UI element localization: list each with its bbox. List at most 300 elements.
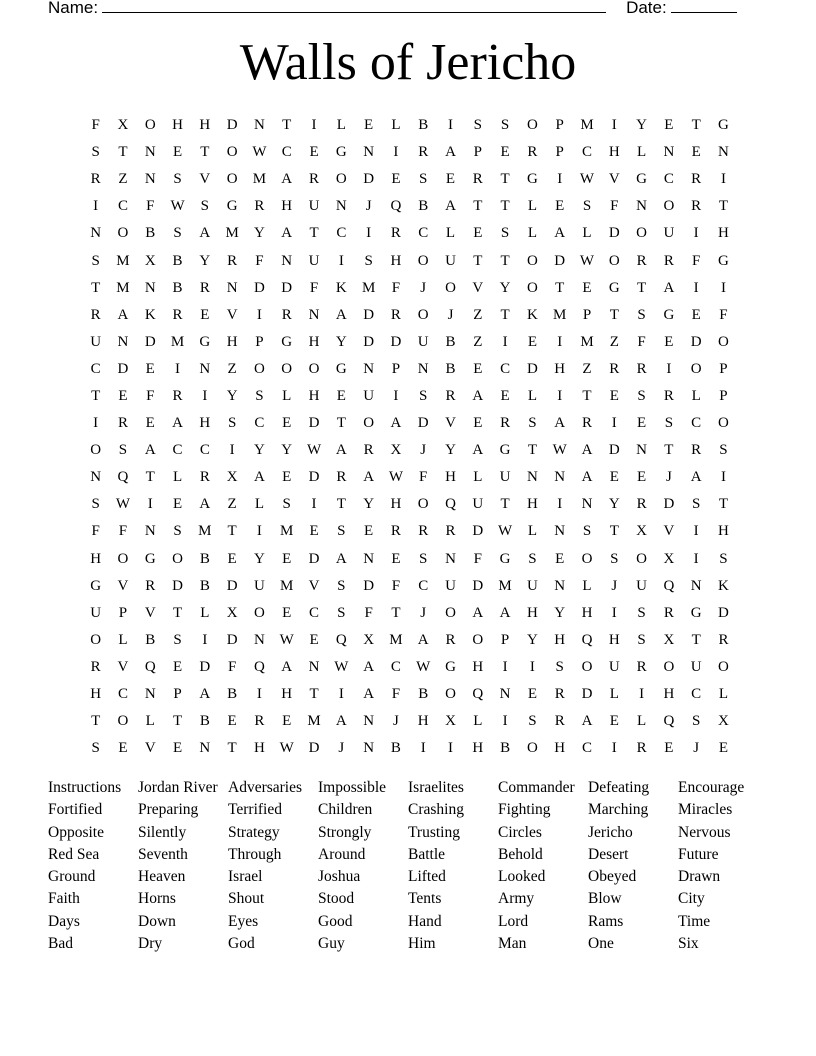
grid-letter[interactable]: P bbox=[173, 686, 182, 703]
grid-letter[interactable]: A bbox=[335, 442, 347, 459]
grid-letter[interactable]: Y bbox=[526, 631, 538, 648]
grid-letter[interactable]: I bbox=[93, 415, 99, 432]
grid-letter[interactable]: W bbox=[115, 496, 131, 513]
grid-letter[interactable]: X bbox=[390, 442, 402, 459]
grid-letter[interactable]: T bbox=[500, 198, 510, 215]
grid-letter[interactable]: T bbox=[91, 279, 101, 296]
grid-letter[interactable]: B bbox=[199, 713, 210, 730]
grid-letter[interactable]: T bbox=[500, 171, 510, 188]
grid-letter[interactable]: I bbox=[366, 225, 372, 242]
grid-letter[interactable]: P bbox=[555, 117, 564, 134]
grid-letter[interactable]: G bbox=[226, 198, 238, 215]
grid-letter[interactable]: R bbox=[718, 631, 729, 648]
grid-letter[interactable]: T bbox=[200, 144, 210, 161]
grid-letter[interactable]: M bbox=[498, 577, 512, 594]
grid-letter[interactable]: F bbox=[610, 198, 619, 215]
grid-letter[interactable]: U bbox=[663, 225, 675, 242]
grid-letter[interactable]: P bbox=[118, 604, 128, 621]
grid-letter[interactable]: D bbox=[363, 306, 375, 323]
grid-letter[interactable]: R bbox=[363, 442, 374, 459]
grid-letter[interactable]: A bbox=[472, 604, 484, 621]
grid-letter[interactable]: T bbox=[473, 252, 483, 269]
grid-letter[interactable]: E bbox=[473, 360, 483, 377]
grid-letter[interactable]: O bbox=[417, 306, 429, 323]
grid-letter[interactable]: J bbox=[420, 442, 427, 459]
grid-letter[interactable]: S bbox=[692, 713, 701, 730]
grid-letter[interactable]: R bbox=[254, 713, 265, 730]
grid-letter[interactable]: D bbox=[308, 740, 320, 757]
grid-letter[interactable]: L bbox=[336, 117, 346, 134]
grid-letter[interactable]: I bbox=[720, 279, 726, 296]
grid-letter[interactable]: O bbox=[445, 279, 456, 296]
grid-letter[interactable]: R bbox=[172, 306, 183, 323]
grid-letter[interactable]: G bbox=[718, 117, 729, 134]
grid-letter[interactable]: D bbox=[363, 333, 375, 350]
grid-letter[interactable]: E bbox=[309, 144, 319, 161]
grid-letter[interactable]: C bbox=[418, 577, 429, 594]
grid-letter[interactable]: L bbox=[254, 496, 265, 513]
grid-letter[interactable]: D bbox=[281, 279, 293, 296]
grid-letter[interactable]: O bbox=[363, 415, 375, 432]
grid-letter[interactable]: L bbox=[282, 387, 292, 404]
grid-letter[interactable]: T bbox=[609, 523, 619, 540]
grid-letter[interactable]: V bbox=[144, 604, 156, 621]
grid-letter[interactable]: M bbox=[225, 225, 239, 242]
grid-letter[interactable]: B bbox=[418, 198, 429, 215]
grid-letter[interactable]: L bbox=[391, 117, 401, 134]
grid-letter[interactable]: R bbox=[636, 360, 647, 377]
grid-letter[interactable]: N bbox=[690, 577, 702, 594]
grid-letter[interactable]: A bbox=[281, 658, 293, 675]
grid-letter[interactable]: F bbox=[473, 550, 482, 567]
grid-letter[interactable]: Q bbox=[472, 686, 484, 703]
grid-letter[interactable]: T bbox=[718, 198, 729, 215]
grid-letter[interactable]: I bbox=[93, 198, 99, 215]
grid-letter[interactable]: I bbox=[202, 387, 208, 404]
grid-letter[interactable]: I bbox=[611, 117, 617, 134]
grid-letter[interactable]: S bbox=[91, 144, 100, 161]
grid-letter[interactable]: O bbox=[663, 198, 675, 215]
grid-letter[interactable]: L bbox=[582, 225, 592, 242]
grid-letter[interactable]: R bbox=[90, 171, 101, 188]
grid-letter[interactable]: L bbox=[637, 713, 647, 730]
grid-letter[interactable]: N bbox=[144, 171, 156, 188]
grid-letter[interactable]: B bbox=[227, 686, 238, 703]
grid-letter[interactable]: S bbox=[364, 252, 373, 269]
grid-letter[interactable]: Y bbox=[254, 225, 265, 242]
grid-letter[interactable]: P bbox=[391, 360, 401, 377]
grid-letter[interactable]: V bbox=[117, 577, 129, 594]
grid-letter[interactable]: H bbox=[308, 387, 320, 404]
grid-letter[interactable]: S bbox=[419, 387, 428, 404]
grid-letter[interactable]: I bbox=[693, 279, 699, 296]
grid-letter[interactable]: P bbox=[555, 144, 564, 161]
grid-letter[interactable]: L bbox=[609, 686, 619, 703]
grid-letter[interactable]: E bbox=[282, 415, 292, 432]
grid-letter[interactable]: R bbox=[390, 306, 401, 323]
grid-letter[interactable]: R bbox=[663, 252, 674, 269]
grid-letter[interactable]: W bbox=[579, 252, 595, 269]
grid-letter[interactable]: C bbox=[172, 442, 183, 459]
grid-letter[interactable]: I bbox=[502, 713, 508, 730]
grid-letter[interactable]: R bbox=[199, 279, 210, 296]
grid-letter[interactable]: R bbox=[691, 442, 702, 459]
grid-letter[interactable]: S bbox=[173, 225, 182, 242]
grid-letter[interactable]: L bbox=[172, 469, 183, 486]
grid-letter[interactable]: H bbox=[226, 333, 238, 350]
grid-letter[interactable]: E bbox=[555, 550, 565, 567]
grid-letter[interactable]: D bbox=[226, 117, 238, 134]
grid-letter[interactable]: S bbox=[200, 198, 209, 215]
grid-letter[interactable]: S bbox=[528, 713, 537, 730]
grid-letter[interactable]: D bbox=[308, 469, 320, 486]
grid-letter[interactable]: A bbox=[254, 469, 265, 486]
grid-letter[interactable]: L bbox=[118, 631, 128, 648]
grid-letter[interactable]: S bbox=[91, 252, 100, 269]
grid-letter[interactable]: N bbox=[417, 360, 429, 377]
grid-letter[interactable]: O bbox=[663, 658, 675, 675]
grid-letter[interactable]: J bbox=[420, 279, 427, 296]
grid-letter[interactable]: I bbox=[338, 686, 344, 703]
grid-letter[interactable]: J bbox=[665, 469, 672, 486]
grid-letter[interactable]: S bbox=[637, 387, 646, 404]
grid-letter[interactable]: P bbox=[719, 387, 728, 404]
grid-letter[interactable]: N bbox=[554, 577, 566, 594]
grid-letter[interactable]: R bbox=[636, 496, 647, 513]
grid-letter[interactable]: Y bbox=[335, 333, 347, 350]
grid-letter[interactable]: H bbox=[472, 740, 484, 757]
grid-letter[interactable]: T bbox=[637, 279, 647, 296]
grid-letter[interactable]: Y bbox=[226, 387, 238, 404]
grid-letter[interactable]: I bbox=[529, 658, 535, 675]
grid-letter[interactable]: J bbox=[611, 577, 618, 594]
grid-letter[interactable]: Y bbox=[445, 442, 456, 459]
grid-letter[interactable]: G bbox=[690, 604, 702, 621]
grid-letter[interactable]: F bbox=[118, 523, 128, 540]
grid-letter[interactable]: I bbox=[720, 171, 726, 188]
grid-letter[interactable]: S bbox=[227, 415, 237, 432]
grid-letter[interactable]: A bbox=[363, 658, 375, 675]
grid-letter[interactable]: F bbox=[391, 279, 401, 296]
grid-letter[interactable]: H bbox=[554, 360, 566, 377]
grid-letter[interactable]: E bbox=[227, 550, 237, 567]
grid-letter[interactable]: A bbox=[363, 686, 375, 703]
grid-letter[interactable]: R bbox=[527, 144, 538, 161]
grid-letter[interactable]: I bbox=[448, 117, 453, 134]
grid-letter[interactable]: I bbox=[393, 144, 399, 161]
grid-letter[interactable]: U bbox=[445, 252, 456, 269]
grid-letter[interactable]: R bbox=[309, 171, 320, 188]
grid-letter[interactable]: E bbox=[145, 360, 155, 377]
grid-letter[interactable]: E bbox=[364, 117, 374, 134]
grid-letter[interactable]: Q bbox=[117, 469, 129, 486]
grid-letter[interactable]: A bbox=[144, 442, 156, 459]
grid-letter[interactable]: B bbox=[199, 550, 210, 567]
grid-letter[interactable]: V bbox=[144, 740, 156, 757]
grid-letter[interactable]: S bbox=[528, 550, 537, 567]
grid-letter[interactable]: R bbox=[636, 658, 647, 675]
grid-letter[interactable]: N bbox=[199, 360, 211, 377]
grid-letter[interactable]: W bbox=[279, 740, 294, 757]
grid-letter[interactable]: T bbox=[282, 117, 292, 134]
grid-letter[interactable]: R bbox=[445, 387, 456, 404]
grid-letter[interactable]: W bbox=[252, 144, 267, 161]
grid-letter[interactable]: D bbox=[363, 577, 375, 594]
grid-letter[interactable]: I bbox=[256, 306, 262, 323]
grid-letter[interactable]: Z bbox=[609, 333, 619, 350]
grid-letter[interactable]: N bbox=[363, 740, 375, 757]
grid-letter[interactable]: N bbox=[90, 469, 102, 486]
grid-letter[interactable]: F bbox=[227, 658, 237, 675]
grid-letter[interactable]: O bbox=[308, 360, 320, 377]
grid-letter[interactable]: O bbox=[526, 740, 538, 757]
grid-letter[interactable]: B bbox=[390, 740, 401, 757]
grid-letter[interactable]: K bbox=[526, 306, 538, 323]
grid-letter[interactable]: I bbox=[420, 740, 426, 757]
grid-letter[interactable]: I bbox=[611, 415, 617, 432]
grid-letter[interactable]: L bbox=[145, 713, 155, 730]
grid-letter[interactable]: I bbox=[557, 387, 563, 404]
grid-letter[interactable]: D bbox=[308, 550, 320, 567]
grid-letter[interactable]: Y bbox=[636, 117, 647, 134]
grid-letter[interactable]: H bbox=[172, 117, 183, 134]
grid-letter[interactable]: T bbox=[473, 198, 483, 215]
grid-letter[interactable]: S bbox=[337, 523, 346, 540]
grid-letter[interactable]: A bbox=[554, 415, 566, 432]
grid-letter[interactable]: F bbox=[364, 604, 373, 621]
grid-letter[interactable]: A bbox=[581, 713, 593, 730]
grid-letter[interactable]: E bbox=[637, 469, 647, 486]
grid-letter[interactable]: O bbox=[636, 225, 647, 242]
grid-letter[interactable]: F bbox=[637, 333, 646, 350]
grid-letter[interactable]: H bbox=[390, 252, 402, 269]
grid-letter[interactable]: G bbox=[499, 550, 511, 567]
grid-letter[interactable]: N bbox=[281, 252, 293, 269]
grid-letter[interactable]: R bbox=[554, 713, 565, 730]
grid-letter[interactable]: Q bbox=[254, 658, 265, 675]
grid-letter[interactable]: Y bbox=[499, 279, 511, 296]
grid-letter[interactable]: E bbox=[364, 523, 374, 540]
grid-letter[interactable]: C bbox=[581, 740, 592, 757]
grid-letter[interactable]: T bbox=[309, 225, 319, 242]
grid-letter[interactable]: I bbox=[229, 442, 235, 459]
grid-letter[interactable]: W bbox=[498, 523, 513, 540]
grid-letter[interactable]: H bbox=[445, 469, 456, 486]
grid-letter[interactable]: N bbox=[445, 550, 456, 567]
grid-letter[interactable]: E bbox=[555, 198, 565, 215]
grid-letter[interactable]: I bbox=[202, 631, 208, 648]
grid-letter[interactable]: X bbox=[226, 604, 238, 621]
grid-letter[interactable]: F bbox=[91, 523, 100, 540]
grid-letter[interactable]: A bbox=[690, 469, 702, 486]
grid-letter[interactable]: A bbox=[390, 415, 402, 432]
grid-letter[interactable]: H bbox=[90, 686, 102, 703]
grid-letter[interactable]: I bbox=[147, 496, 153, 513]
grid-letter[interactable]: H bbox=[718, 523, 729, 540]
grid-letter[interactable]: Y bbox=[363, 496, 375, 513]
grid-letter[interactable]: H bbox=[526, 604, 538, 621]
grid-letter[interactable]: H bbox=[199, 415, 211, 432]
grid-letter[interactable]: O bbox=[718, 658, 729, 675]
grid-letter[interactable]: U bbox=[526, 577, 538, 594]
grid-letter[interactable]: S bbox=[719, 442, 728, 459]
grid-letter[interactable]: S bbox=[173, 171, 182, 188]
grid-letter[interactable]: I bbox=[502, 333, 508, 350]
grid-letter[interactable]: X bbox=[226, 469, 238, 486]
grid-letter[interactable]: O bbox=[117, 550, 129, 567]
grid-letter[interactable]: V bbox=[663, 523, 675, 540]
grid-letter[interactable]: A bbox=[335, 550, 347, 567]
grid-letter[interactable]: C bbox=[691, 686, 702, 703]
grid-letter[interactable]: R bbox=[227, 252, 238, 269]
grid-letter[interactable]: Y bbox=[608, 496, 620, 513]
grid-letter[interactable]: R bbox=[691, 171, 702, 188]
grid-letter[interactable]: G bbox=[663, 306, 675, 323]
grid-letter[interactable]: M bbox=[252, 171, 267, 188]
grid-letter[interactable]: E bbox=[609, 387, 619, 404]
grid-letter[interactable]: B bbox=[500, 740, 511, 757]
grid-letter[interactable]: A bbox=[199, 686, 211, 703]
grid-letter[interactable]: T bbox=[664, 442, 674, 459]
grid-letter[interactable]: O bbox=[281, 360, 293, 377]
grid-letter[interactable]: S bbox=[173, 523, 182, 540]
grid-letter[interactable]: R bbox=[609, 360, 620, 377]
grid-letter[interactable]: S bbox=[719, 550, 728, 567]
grid-letter[interactable]: R bbox=[199, 469, 210, 486]
grid-letter[interactable]: A bbox=[581, 469, 593, 486]
grid-letter[interactable]: T bbox=[91, 713, 101, 730]
grid-letter[interactable]: C bbox=[581, 144, 592, 161]
grid-letter[interactable]: G bbox=[526, 171, 538, 188]
grid-letter[interactable]: S bbox=[637, 604, 646, 621]
grid-letter[interactable]: A bbox=[335, 713, 347, 730]
grid-letter[interactable]: M bbox=[198, 523, 212, 540]
grid-letter[interactable]: D bbox=[526, 360, 538, 377]
grid-letter[interactable]: P bbox=[473, 144, 482, 161]
grid-letter[interactable]: E bbox=[691, 306, 701, 323]
grid-letter[interactable]: U bbox=[417, 333, 429, 350]
grid-letter[interactable]: C bbox=[418, 225, 429, 242]
grid-letter[interactable]: T bbox=[336, 415, 346, 432]
grid-letter[interactable]: I bbox=[666, 360, 672, 377]
grid-letter[interactable]: L bbox=[637, 144, 647, 161]
grid-letter[interactable]: D bbox=[144, 333, 156, 350]
grid-letter[interactable]: C bbox=[309, 604, 320, 621]
grid-letter[interactable]: H bbox=[663, 686, 675, 703]
grid-letter[interactable]: N bbox=[117, 333, 129, 350]
grid-letter[interactable]: H bbox=[472, 658, 484, 675]
grid-letter[interactable]: H bbox=[554, 740, 566, 757]
grid-letter[interactable]: S bbox=[118, 442, 128, 459]
grid-letter[interactable]: X bbox=[663, 550, 675, 567]
grid-letter[interactable]: B bbox=[445, 333, 456, 350]
grid-letter[interactable]: S bbox=[500, 117, 510, 134]
grid-letter[interactable]: O bbox=[608, 252, 620, 269]
grid-letter[interactable]: V bbox=[226, 306, 238, 323]
grid-letter[interactable]: N bbox=[335, 198, 347, 215]
grid-letter[interactable]: V bbox=[308, 577, 320, 594]
grid-letter[interactable]: U bbox=[90, 604, 102, 621]
grid-letter[interactable]: N bbox=[144, 279, 156, 296]
grid-letter[interactable]: N bbox=[363, 144, 375, 161]
grid-letter[interactable]: C bbox=[500, 360, 511, 377]
grid-letter[interactable]: U bbox=[445, 577, 456, 594]
grid-letter[interactable]: Q bbox=[335, 631, 347, 648]
grid-letter[interactable]: O bbox=[90, 631, 102, 648]
grid-letter[interactable]: X bbox=[144, 252, 156, 269]
grid-letter[interactable]: I bbox=[448, 740, 453, 757]
grid-letter[interactable]: E bbox=[473, 225, 483, 242]
grid-letter[interactable]: Q bbox=[581, 631, 593, 648]
grid-letter[interactable]: I bbox=[311, 496, 317, 513]
grid-letter[interactable]: F bbox=[391, 577, 401, 594]
grid-letter[interactable]: S bbox=[255, 387, 264, 404]
grid-letter[interactable]: E bbox=[609, 469, 619, 486]
grid-letter[interactable]: R bbox=[445, 631, 456, 648]
grid-letter[interactable]: B bbox=[418, 117, 429, 134]
grid-letter[interactable]: I bbox=[256, 686, 262, 703]
grid-letter[interactable]: V bbox=[472, 279, 484, 296]
grid-letter[interactable]: U bbox=[690, 658, 702, 675]
grid-letter[interactable]: S bbox=[91, 496, 100, 513]
grid-letter[interactable]: N bbox=[363, 550, 375, 567]
grid-letter[interactable]: H bbox=[526, 496, 538, 513]
grid-letter[interactable]: T bbox=[500, 496, 510, 513]
grid-letter[interactable]: P bbox=[719, 360, 728, 377]
grid-letter[interactable]: N bbox=[226, 279, 238, 296]
grid-letter[interactable]: B bbox=[199, 577, 210, 594]
grid-letter[interactable]: N bbox=[144, 686, 156, 703]
grid-letter[interactable]: G bbox=[335, 360, 347, 377]
grid-letter[interactable]: R bbox=[445, 523, 456, 540]
grid-letter[interactable]: N bbox=[254, 117, 265, 134]
grid-letter[interactable]: G bbox=[199, 333, 211, 350]
grid-letter[interactable]: G bbox=[636, 171, 647, 188]
grid-letter[interactable]: D bbox=[308, 415, 320, 432]
grid-letter[interactable]: C bbox=[254, 415, 265, 432]
grid-letter[interactable]: F bbox=[309, 279, 319, 296]
grid-letter[interactable]: H bbox=[390, 496, 402, 513]
grid-letter[interactable]: A bbox=[472, 442, 484, 459]
grid-letter[interactable]: S bbox=[528, 415, 537, 432]
grid-letter[interactable]: C bbox=[336, 225, 347, 242]
grid-letter[interactable]: M bbox=[116, 279, 130, 296]
grid-letter[interactable]: A bbox=[117, 306, 129, 323]
grid-letter[interactable]: N bbox=[526, 469, 538, 486]
grid-letter[interactable]: S bbox=[173, 631, 182, 648]
grid-letter[interactable]: W bbox=[579, 171, 595, 188]
grid-letter[interactable]: A bbox=[281, 171, 293, 188]
grid-letter[interactable]: E bbox=[282, 713, 292, 730]
grid-letter[interactable]: O bbox=[254, 360, 265, 377]
grid-letter[interactable]: W bbox=[416, 658, 431, 675]
grid-letter[interactable]: G bbox=[90, 577, 102, 594]
grid-letter[interactable]: P bbox=[582, 306, 592, 323]
grid-letter[interactable]: R bbox=[390, 225, 401, 242]
grid-letter[interactable]: U bbox=[308, 252, 320, 269]
grid-letter[interactable]: R bbox=[636, 252, 647, 269]
grid-letter[interactable]: L bbox=[582, 577, 592, 594]
grid-letter[interactable]: A bbox=[663, 279, 675, 296]
grid-letter[interactable]: I bbox=[720, 469, 726, 486]
grid-letter[interactable]: L bbox=[527, 225, 537, 242]
grid-letter[interactable]: O bbox=[417, 496, 429, 513]
grid-letter[interactable]: P bbox=[255, 333, 264, 350]
grid-letter[interactable]: C bbox=[199, 442, 210, 459]
grid-letter[interactable]: E bbox=[118, 740, 128, 757]
grid-letter[interactable]: T bbox=[718, 496, 729, 513]
grid-letter[interactable]: E bbox=[664, 740, 674, 757]
